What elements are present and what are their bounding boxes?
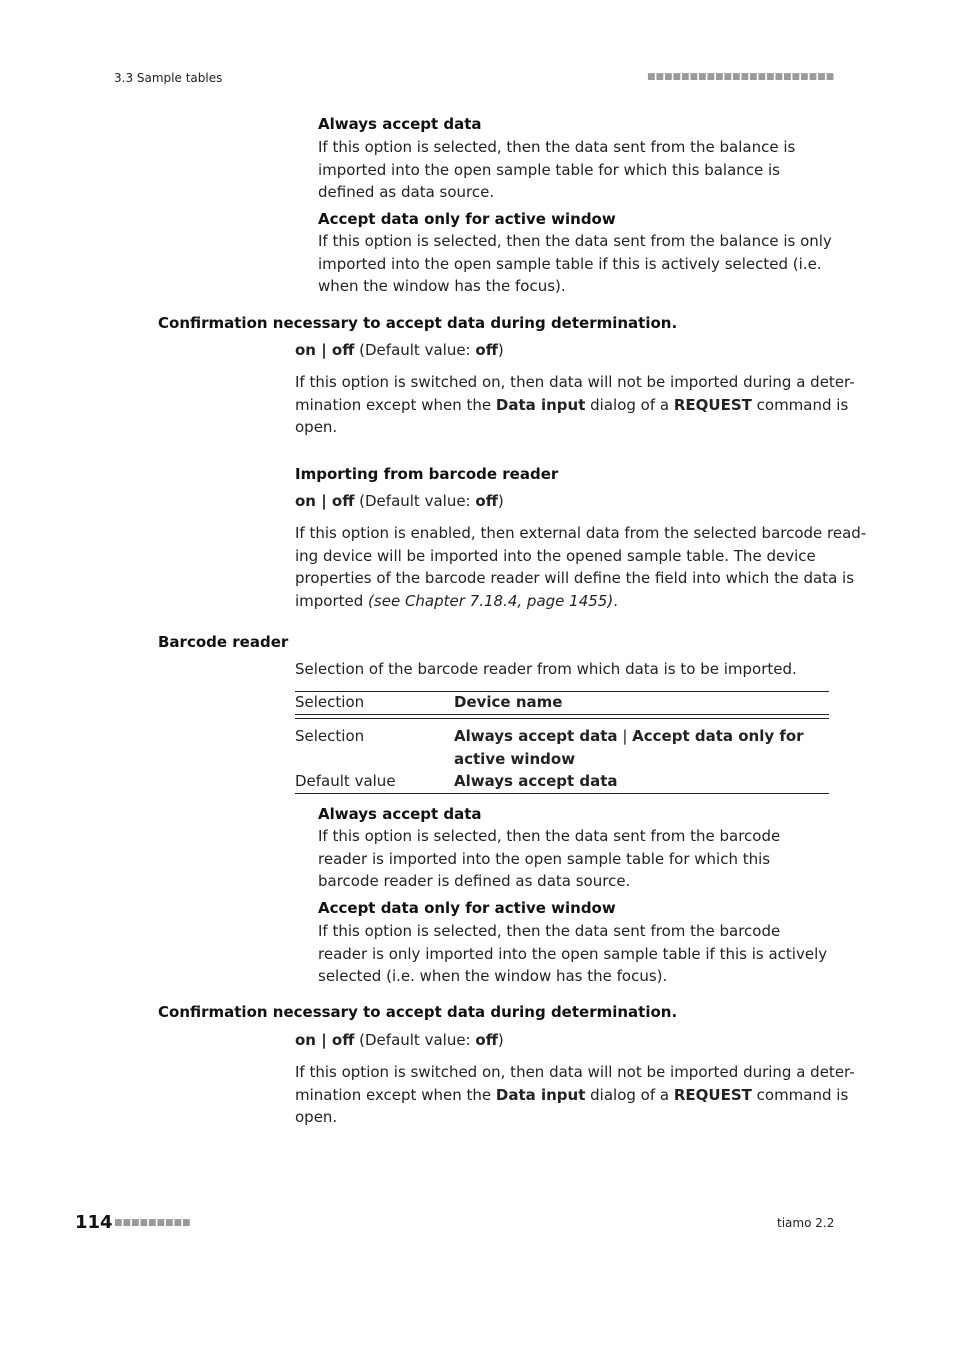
onoff-sep: | [315, 341, 332, 359]
table-header-rule-1 [295, 714, 829, 715]
text-line: If this option is switched on, then data will not be imported during a deter- [295, 373, 855, 391]
text-run: command is [751, 395, 849, 414]
onoff-on: on [295, 1031, 316, 1049]
text-run-bold: REQUEST [673, 1085, 752, 1104]
chapter-reference-link[interactable]: (see Chapter 7.18.4, page 1455) [368, 591, 614, 610]
barcode-option-active-text: If this option is selected, then the data sent from the barcode reader is only imported into the open sample table if this is actively selected (i.e. when the window has the focus). [318, 922, 828, 985]
barcode-import-heading: Importing from barcode reader [295, 465, 559, 483]
onoff-off: off [331, 341, 355, 359]
text-line: properties of the barcode reader will define the field into which the data is [295, 569, 855, 587]
text-run: command is [751, 1085, 849, 1104]
barcode-option-active-title: Accept data only for active window [318, 899, 616, 917]
barcode-option-always-text: If this option is selected, then the data sent from the barcode reader is imported into the open sample table for which this barcode reader is defined as data source. [318, 827, 781, 890]
onoff-on: on [295, 492, 316, 510]
barcode-confirm-text [295, 1061, 855, 1129]
barcode-confirm-onoff [295, 1029, 504, 1052]
table-row3-value: Always accept data [454, 772, 618, 790]
table-header-rule-2 [295, 718, 829, 719]
text-run: dialog of a [585, 1085, 674, 1104]
balance-confirm-onoff [295, 339, 504, 362]
text-run: . [613, 591, 618, 610]
onoff-sep: | [315, 1031, 332, 1049]
onoff-on: on [295, 341, 316, 359]
table-row1-value: Device name [454, 693, 563, 711]
default-pre: (Default value: [354, 492, 476, 510]
text-line [295, 394, 855, 417]
barcode-import-onoff [295, 490, 504, 513]
running-header-section: 3.3 Sample tables [114, 71, 223, 85]
barcode-import-text [295, 522, 866, 612]
text-line: active window [454, 749, 576, 768]
text-run-bold: REQUEST [673, 395, 752, 414]
balance-option-active-title: Accept data only for active window [318, 210, 616, 228]
text-line: If this option is enabled, then external data from the selected barcode read- [295, 524, 867, 542]
onoff-off: off [331, 492, 355, 510]
text-run: mination except when the [295, 1085, 496, 1104]
balance-option-always-title: Always accept data [318, 115, 482, 133]
text-line: open. [295, 1108, 338, 1126]
separator: | [617, 727, 633, 745]
text-run: dialog of a [585, 395, 674, 414]
text-line [295, 590, 866, 613]
default-value: off [475, 341, 498, 359]
text-run-bold: Always accept data [454, 727, 618, 745]
barcode-confirm-heading: Confirmation necessary to accept data during determination. [158, 1003, 678, 1021]
onoff-sep: | [315, 492, 332, 510]
balance-option-active-text: If this option is selected, then the data sent from the balance is only imported into the open sample table if this is actively selected (i.e. when the window has the focus). [318, 232, 832, 295]
barcode-reader-heading: Barcode reader [158, 633, 289, 651]
table-row2-label: Selection [295, 727, 365, 745]
text-line: If this option is switched on, then data will not be imported during a deter- [295, 1063, 855, 1081]
text-line: open. [295, 418, 338, 436]
text-run: mination except when the [295, 395, 496, 414]
balance-confirm-text [295, 371, 855, 439]
text-line [454, 725, 834, 748]
footer-decoration-dots: ■■■■■■■■■ [114, 1218, 191, 1228]
text-run-bold: Data input [495, 1085, 586, 1104]
page-number: 114 [75, 1212, 113, 1233]
onoff-off: off [331, 1031, 355, 1049]
text-run: imported [295, 591, 369, 610]
default-value: off [475, 1031, 498, 1049]
footer-product-name: tiamo 2.2 [777, 1216, 835, 1230]
text-run-bold: Data input [495, 395, 586, 414]
balance-option-always-text: If this option is selected, then the data sent from the balance is imported into the open sample table for which this balance is defined as data source. [318, 138, 796, 201]
table-row3-label: Default value [295, 772, 396, 790]
default-post: ) [497, 341, 504, 359]
default-pre: (Default value: [354, 341, 476, 359]
default-pre: (Default value: [354, 1031, 476, 1049]
text-run-bold: Accept data only for [632, 727, 804, 745]
default-value: off [475, 492, 498, 510]
table-bottom-rule [295, 793, 829, 794]
table-row1-label: Selection [295, 693, 365, 711]
default-post: ) [497, 492, 504, 510]
default-post: ) [497, 1031, 504, 1049]
header-decoration-dots: ■■■■■■■■■■■■■■■■■■■■■■ [647, 72, 835, 82]
text-line [295, 1084, 855, 1107]
balance-confirm-heading: Confirmation necessary to accept data during determination. [158, 314, 678, 332]
text-line: ing device will be imported into the opened sample table. The device [295, 546, 816, 565]
barcode-option-always-title: Always accept data [318, 805, 482, 823]
table-row2-value [454, 725, 834, 770]
barcode-reader-intro: Selection of the barcode reader from which data is to be imported. [295, 660, 797, 678]
